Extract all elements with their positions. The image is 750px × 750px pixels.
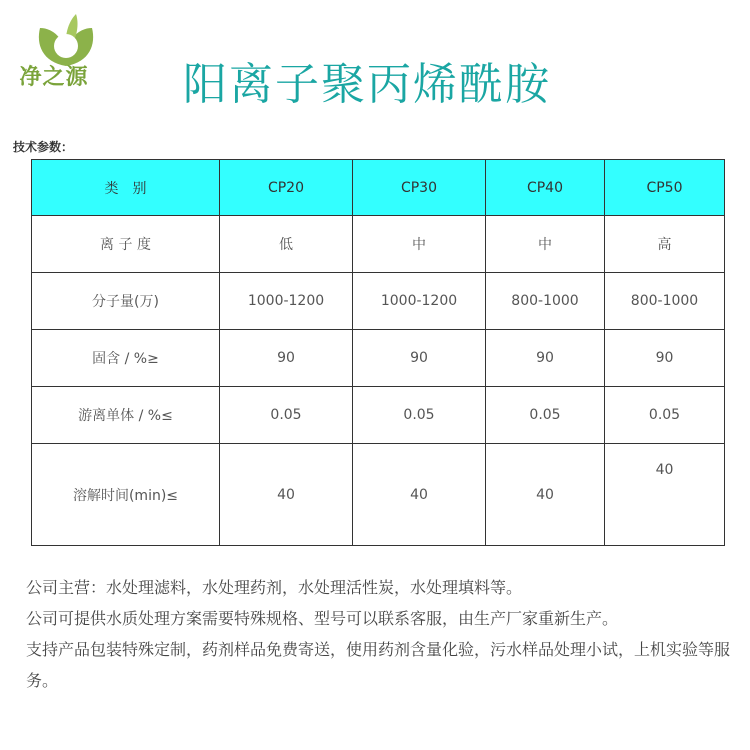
brand-name: 净之源 bbox=[19, 65, 89, 90]
row-label: 分子量(万) bbox=[32, 273, 220, 330]
table-cell: 0.05 bbox=[220, 387, 353, 444]
table-row bbox=[32, 444, 725, 546]
table-cell: 高 bbox=[605, 216, 725, 273]
company-notes bbox=[26, 572, 738, 696]
table-row bbox=[32, 216, 725, 273]
header-cell-cp50: CP50 bbox=[605, 160, 725, 216]
table-cell: 中 bbox=[353, 216, 486, 273]
table-cell: 中 bbox=[486, 216, 605, 273]
spec-table bbox=[31, 159, 725, 546]
table-cell: 1000-1200 bbox=[220, 273, 353, 330]
table-cell: 90 bbox=[220, 330, 353, 387]
table-row bbox=[32, 273, 725, 330]
header-cell-category: 类 别 bbox=[32, 160, 220, 216]
table-cell: 40 bbox=[605, 444, 725, 546]
table-cell: 0.05 bbox=[605, 387, 725, 444]
table-row bbox=[32, 330, 725, 387]
spec-section-label: 技术参数： bbox=[13, 140, 74, 154]
table-cell: 40 bbox=[353, 444, 486, 546]
note-line: 支持产品包装特殊定制，药剂样品免费寄送，使用药剂含量化验，污水样品处理小试，上机实验等服务。 bbox=[26, 640, 731, 690]
table-cell: 90 bbox=[605, 330, 725, 387]
table-cell: 90 bbox=[486, 330, 605, 387]
row-label: 游离单体 / %≤ bbox=[32, 387, 220, 444]
table-header-row bbox=[32, 160, 725, 216]
table-row bbox=[32, 387, 725, 444]
table-cell: 40 bbox=[486, 444, 605, 546]
header-cell-cp40: CP40 bbox=[486, 160, 605, 216]
table-cell: 800-1000 bbox=[605, 273, 725, 330]
table-cell: 90 bbox=[353, 330, 486, 387]
table-cell: 0.05 bbox=[353, 387, 486, 444]
row-label: 溶解时间(min)≤ bbox=[32, 444, 220, 546]
row-label: 固含 / %≥ bbox=[32, 330, 220, 387]
header-cell-cp20: CP20 bbox=[220, 160, 353, 216]
table-cell: 1000-1200 bbox=[353, 273, 486, 330]
table-cell: 0.05 bbox=[486, 387, 605, 444]
page-title: 阳离子聚丙烯酰胺 bbox=[183, 59, 551, 110]
note-line: 公司主营：水处理滤料，水处理药剂，水处理活性炭，水处理填料等。 bbox=[26, 578, 523, 597]
row-label: 离 子 度 bbox=[32, 216, 220, 273]
table-cell: 40 bbox=[220, 444, 353, 546]
table-cell: 低 bbox=[220, 216, 353, 273]
header-cell-cp30: CP30 bbox=[353, 160, 486, 216]
note-line: 公司可提供水质处理方案需要特殊规格、型号可以联系客服，由生产厂家重新生产。 bbox=[26, 609, 619, 628]
table-cell: 800-1000 bbox=[486, 273, 605, 330]
